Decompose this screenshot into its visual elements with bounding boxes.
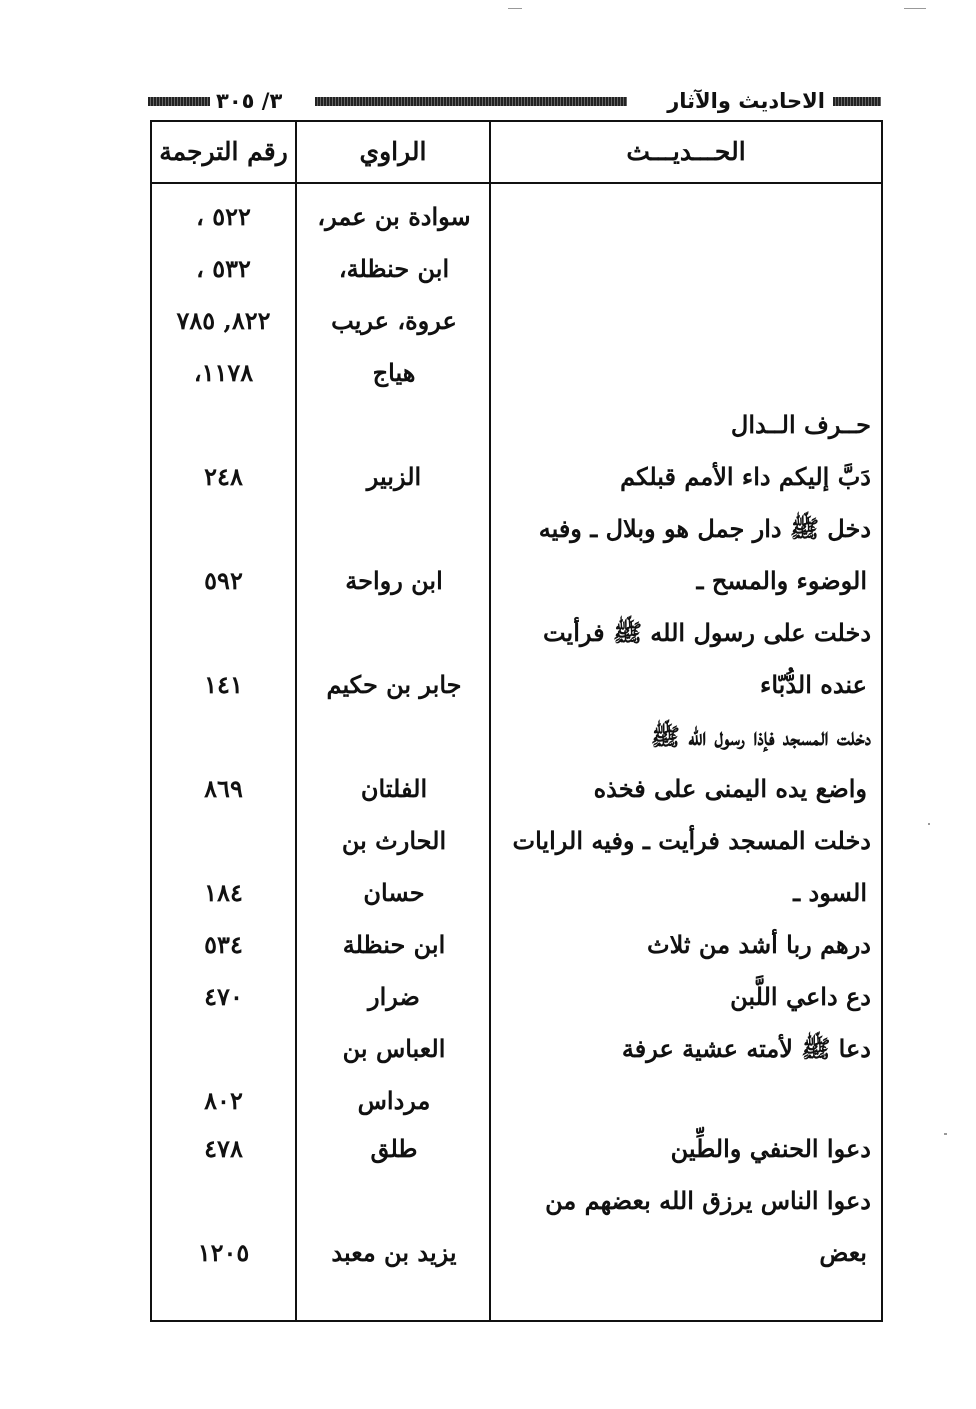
running-title: الاحاديث والآثار xyxy=(667,89,825,113)
column-header-hadith: الحـــديـــث xyxy=(626,137,746,166)
table-row-hadith: دعوا الحنفي والطِّين xyxy=(670,1134,871,1163)
table-row-rawi: سوادة بن عمر، xyxy=(317,202,471,231)
table-row-rawi: عروة، عريب xyxy=(331,306,457,335)
table-row-hadith: بعض xyxy=(819,1238,867,1267)
scan-mark xyxy=(904,8,926,9)
table-row-hadith: دعا ﷺ لأمته عشية عرفة xyxy=(621,1034,871,1063)
table-row-rawi: ابن حنظلة xyxy=(342,930,446,959)
table-row-hadith: دخلت المسجد فإذا رسول الله ﷺ xyxy=(650,722,871,751)
table-row-number: ١٨٤ xyxy=(204,878,243,907)
column-header-number: رقم الترجمة xyxy=(159,137,288,166)
index-table xyxy=(150,120,883,1322)
header-ornament-bar xyxy=(315,97,627,106)
scan-mark xyxy=(928,823,930,825)
table-row-number: ٤٧٨ xyxy=(204,1134,243,1163)
table-row-hadith: دخلت المسجد فرأيت ـ وفيه الرايات xyxy=(512,826,871,855)
header-divider xyxy=(152,182,881,184)
table-row-hadith: دخل ﷺ دار جمل هو وبلال ـ وفيه xyxy=(538,514,871,543)
page-header xyxy=(148,88,881,114)
table-row-hadith: دعوا الناس يرزق الله بعضهم من xyxy=(545,1186,871,1215)
table-row-rawi: الزبير xyxy=(366,462,422,491)
table-row-rawi: هياج xyxy=(372,358,416,387)
table-row-number: ٨٦٩ xyxy=(204,774,243,803)
table-row-hadith: درهم ربا أشد من ثلاث xyxy=(646,930,871,959)
scan-mark xyxy=(944,1133,947,1135)
table-row-hadith: واضع يده اليمنى على فخذه xyxy=(593,774,867,803)
section-heading-dal: حــرف الــدال xyxy=(730,410,871,439)
table-row-hadith: دع داعي اللَّبن xyxy=(730,982,871,1011)
table-row-rawi: ابن حنظلة، xyxy=(338,254,450,283)
scan-mark xyxy=(508,8,522,9)
table-row-rawi: الفلتان xyxy=(360,774,428,803)
table-row-rawi: طلق xyxy=(370,1134,418,1163)
page-reference: ٣/ ٣٠٥ xyxy=(216,89,283,113)
table-row-rawi: العباس بن xyxy=(342,1034,446,1063)
table-row-hadith: الوضوء والمسح ـ xyxy=(696,566,867,595)
table-row-number: ٨٢٢, ٧٨٥ xyxy=(176,306,271,335)
header-ornament-bar xyxy=(833,97,881,106)
table-row-hadith: السود ـ xyxy=(793,878,867,907)
table-row-number: ٥٩٢ xyxy=(204,566,243,595)
table-row-rawi: ابن رواحة xyxy=(345,566,443,595)
table-row-number: ٥٣٢ ، xyxy=(196,254,251,283)
table-row-rawi: ضرار xyxy=(368,982,420,1011)
table-row-hadith: دَبَّ إليكم داء الأمم قبلكم xyxy=(620,462,871,491)
table-row-hadith: عنده الدُّبّاء xyxy=(760,670,867,699)
table-row-rawi: مرداس xyxy=(357,1086,431,1115)
table-row-rawi: جابر بن حكيم xyxy=(326,670,462,699)
header-ornament-bar xyxy=(148,97,210,106)
table-row-rawi: الحارث بن xyxy=(341,826,447,855)
column-divider xyxy=(295,122,297,1320)
table-row-number: ١٢٠٥ xyxy=(197,1238,250,1267)
table-row-rawi: حسان xyxy=(363,878,425,907)
table-row-number: ١٤١ xyxy=(204,670,243,699)
table-row-number: ٥٢٢ ، xyxy=(196,202,251,231)
table-row-number: ٥٣٤ xyxy=(204,930,243,959)
table-row-hadith: دخلت على رسول الله ﷺ فرأيت xyxy=(542,618,871,647)
table-row-number: ١١٧٨، xyxy=(193,358,254,387)
table-row-number: ٢٤٨ xyxy=(204,462,243,491)
table-row-rawi: يزيد بن معبد xyxy=(331,1238,457,1267)
column-header-rawi: الراوي xyxy=(359,137,427,166)
table-row-number: ٤٧٠ xyxy=(204,982,243,1011)
table-row-number: ٨٠٢ xyxy=(204,1086,243,1115)
